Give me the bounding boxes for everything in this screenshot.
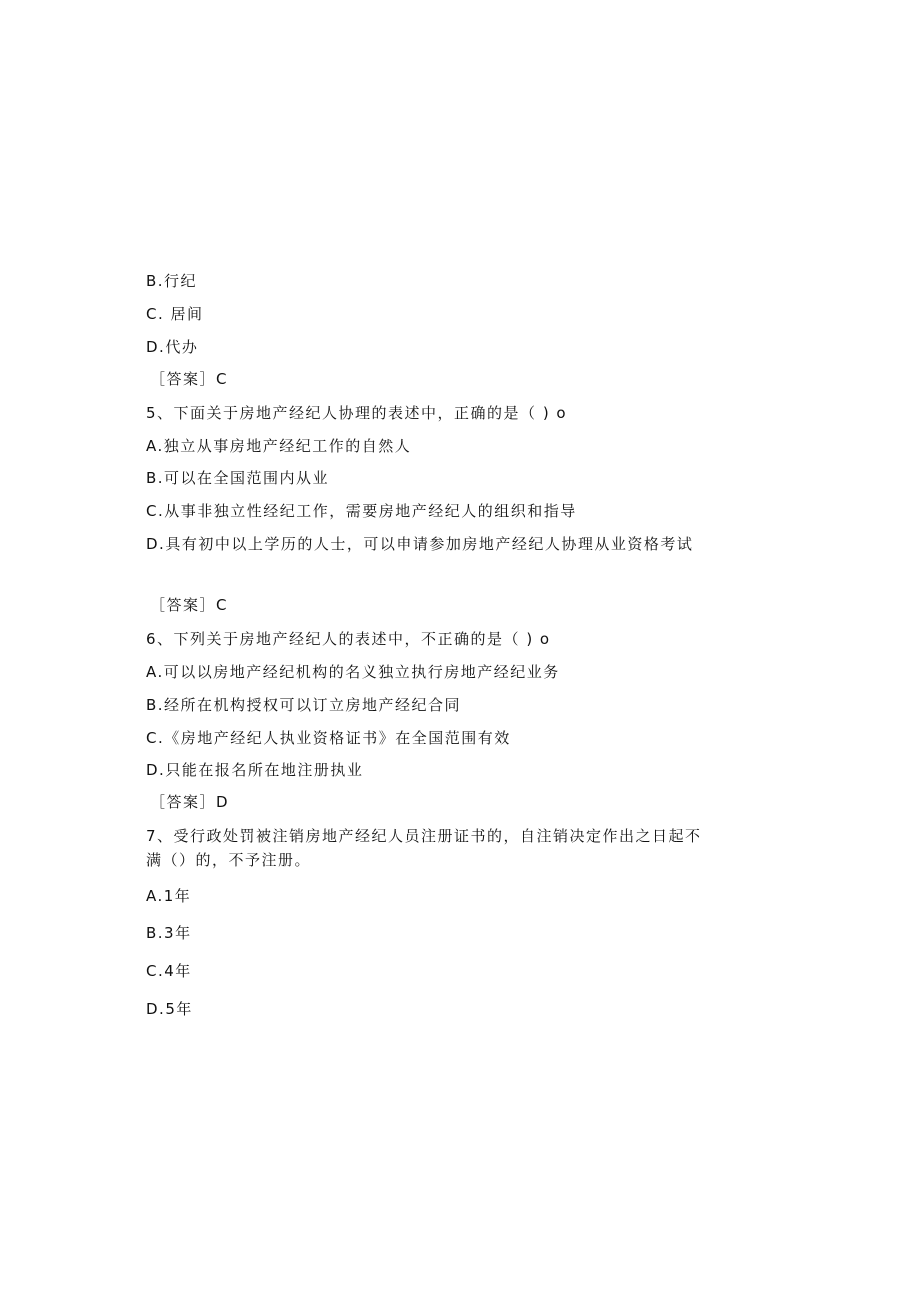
question-5-option-a: A.独立从事房地产经纪工作的自然人 <box>146 437 412 455</box>
question-5-option-b: B.可以在全国范围内从业 <box>146 469 330 487</box>
option-c-line: C. 居间 <box>146 305 204 323</box>
question-6-option-a: A.可以以房地产经纪机构的名义独立执行房地产经纪业务 <box>146 663 560 681</box>
option-d-line: D.代办 <box>146 338 199 356</box>
question-7-option-a: A.1年 <box>146 887 192 905</box>
question-6-option-b: B.经所在机构授权可以订立房地产经纪合同 <box>146 696 462 714</box>
question-7-option-d: D.5年 <box>146 1000 193 1018</box>
question-7: 7、受行政处罚被注销房地产经纪人员注册证书的，自注销决定作出之日起不满（）的，不予注册。 <box>146 827 702 869</box>
question-5-option-d: D.具有初中以上学历的人士，可以申请参加房地产经纪人协理从业资格考试 <box>146 535 694 553</box>
question-7-option-b: B.3年 <box>146 924 192 942</box>
question-6-option-d: D.只能在报名所在地注册执业 <box>146 761 364 779</box>
option-b-line: B.行纪 <box>146 272 198 290</box>
question-6: 6、下列关于房地产经纪人的表述中，不正确的是（ ) o <box>146 630 551 648</box>
question-6-answer: ［答案］D <box>150 793 230 811</box>
question-5-answer: ［答案］C <box>150 596 228 614</box>
question-6-option-c: C.《房地产经纪人执业资格证书》在全国范围有效 <box>146 729 511 747</box>
answer-line: ［答案］C <box>150 370 228 388</box>
question-7-option-c: C.4年 <box>146 962 192 980</box>
question-5-option-c: C.从事非独立性经纪工作，需要房地产经纪人的组织和指导 <box>146 502 577 520</box>
question-5: 5、下面关于房地产经纪人协理的表述中，正确的是（ ) o <box>146 404 568 422</box>
